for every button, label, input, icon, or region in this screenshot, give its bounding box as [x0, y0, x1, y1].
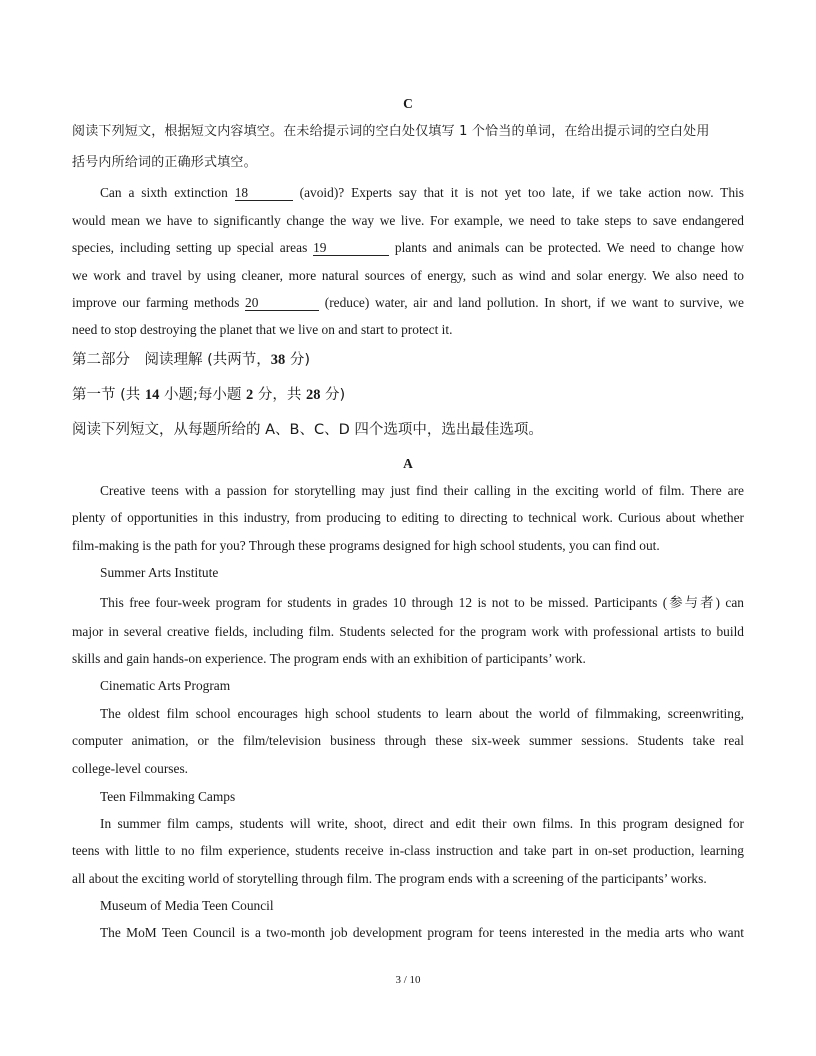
section-c-instruction-line2: 括号内所给词的正确形式填空。: [72, 155, 257, 170]
program-line: major in several creative fields, including film. Students selected for the program work with professional artists to build: [72, 624, 744, 639]
program-line: all about the exciting world of storytelling through film. The program ends with a screening of the participants’ works.: [72, 871, 707, 886]
program-line: In summer film camps, students will write, shoot, direct and edit their own films. In this program designed for: [100, 816, 744, 831]
reading-instruction: 阅读下列短文，从每题所给的 A、B、C、D 四个选项中，选出最佳选项。: [72, 422, 543, 438]
page-number: 3 / 10: [395, 974, 421, 986]
program-line: This free four-week program for students in grades 10 through 12 is not to be missed. Participants (参与者) can: [100, 595, 744, 610]
intro-line: film-making is the path for you? Through these programs designed for high school students, you can find out.: [72, 538, 660, 553]
program-line: computer animation, or the film/television business through these six-week summer sessions. Students take real: [72, 733, 744, 748]
cloze-line-2: would mean we have to significantly change the way we live. For example, we need to take steps to save endangered: [72, 213, 744, 228]
program-line: The MoM Teen Council is a two-month job development program for teens interested in the media arts who want: [100, 925, 744, 940]
intro-line: plenty of opportunities in this industry, from producing to editing to directing to technical work. Curious about whether: [72, 510, 744, 525]
cloze-line-3: species, including setting up special areas 19 plants and animals can be protected. We need to change how: [72, 240, 744, 255]
cloze-line-4: we work and travel by using cleaner, more natural sources of energy, such as wind and solar energy. We also need to: [72, 268, 744, 283]
cloze-line-1: Can a sixth extinction 18 (avoid)? Experts say that it is not yet too late, if we take action now. This: [100, 185, 744, 200]
part2-title: 第二部分 阅读理解 (共两节，38 分): [72, 352, 311, 368]
blank-18[interactable]: 18: [235, 186, 293, 201]
program-title-teen-filmmaking: Teen Filmmaking Camps: [100, 789, 236, 804]
cloze-line-6: need to stop destroying the planet that we live on and start to protect it.: [72, 322, 453, 337]
program-title-cinematic-arts: Cinematic Arts Program: [100, 678, 231, 693]
section-c-heading: C: [403, 96, 413, 111]
program-title-museum-media: Museum of Media Teen Council: [100, 898, 274, 913]
blank-19[interactable]: 19: [313, 241, 389, 256]
blank-20[interactable]: 20: [245, 296, 319, 311]
cloze-line-5: improve our farming methods 20 (reduce) water, air and land pollution. In short, if we want to survive, we: [72, 295, 744, 310]
program-title-summer-arts: Summer Arts Institute: [100, 565, 219, 580]
intro-line: Creative teens with a passion for storytelling may just find their calling in the exciting world of film. There are: [100, 483, 744, 498]
program-line: college-level courses.: [72, 761, 188, 776]
program-line: The oldest film school encourages high school students to learn about the world of filmmaking, screenwriting,: [100, 706, 744, 721]
section1-title: 第一节 (共 14 小题;每小题 2 分，共 28 分): [72, 387, 346, 403]
section-c-instruction-line1: 阅读下列短文，根据短文内容填空。在未给提示词的空白处仅填写 1 个恰当的单词，在给出提示词的空白处用: [72, 124, 710, 139]
program-line: skills and gain hands-on experience. The program ends with an exhibition of participants’ work.: [72, 651, 586, 666]
program-line: teens with little to no film experience, students receive in-class instruction and take part in on-set production, learning: [72, 843, 744, 858]
passage-a-heading: A: [403, 456, 413, 471]
